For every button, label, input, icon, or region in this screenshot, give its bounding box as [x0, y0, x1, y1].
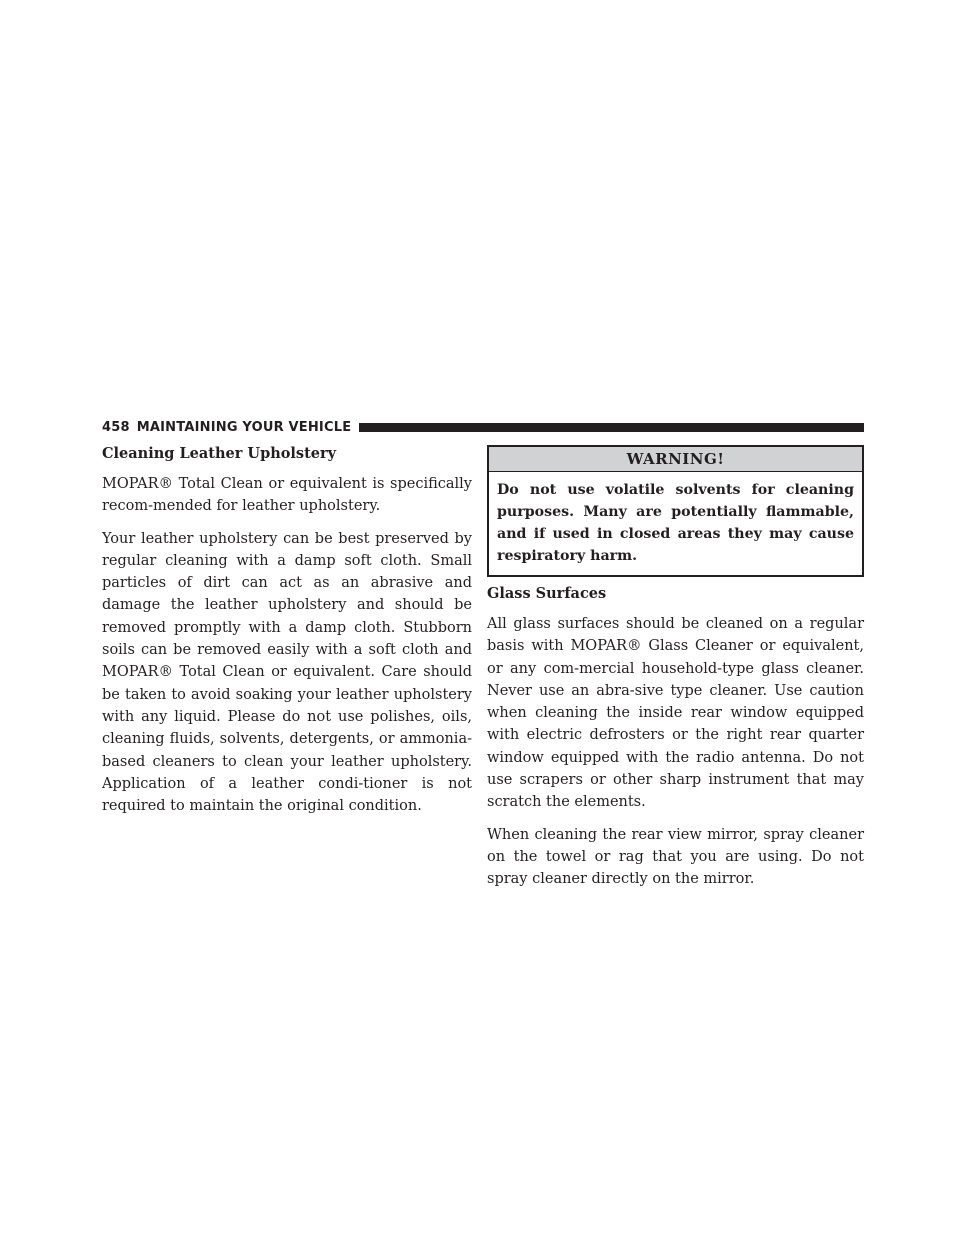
page-header: [102, 417, 864, 437]
warning-title: WARNING!: [489, 447, 862, 472]
leather-paragraph-2: Your leather upholstery can be best preserved by regular cleaning with a damp soft cloth. Small particles of dirt can act as an abrasive and damage the leather upholstery and should be removed promptly with a damp cloth. Stubborn soils can be removed easily with a soft cloth and MOPAR® Total Clean or equivalent. Care should be taken to avoid soaking your leather upholstery with any liquid. Please do not use polishes, oils, cleaning fluids, solvents, detergents, or ammonia-based cleaners to clean your leather upholstery. Application of a leather condi-tioner is not required to maintain the original condition.: [102, 530, 472, 815]
warning-body: Do not use volatile solvents for cleaning purposes. Many are potentially flammable, and if used in closed areas they may cause respiratory harm.: [497, 482, 854, 564]
right-column: [487, 443, 864, 901]
glass-paragraph-2: When cleaning the rear view mirror, spray cleaner on the towel or rag that you are using. Do not spray cleaner directly on the mirror.: [487, 826, 864, 888]
left-column: [102, 443, 472, 827]
warning-box: [487, 445, 864, 577]
leather-heading: Cleaning Leather Upholstery: [102, 445, 337, 462]
page-number: 458: [102, 419, 130, 435]
glass-heading: Glass Surfaces: [487, 585, 607, 602]
leather-paragraph-1: MOPAR® Total Clean or equivalent is specifically recom-mended for leather upholstery.: [102, 476, 472, 515]
glass-paragraph-1: All glass surfaces should be cleaned on a regular basis with MOPAR® Glass Cleaner or equivalent, or any com-mercial household-type glass cleaner. Never use an abra-sive type cleaner. Use caution when cleaning the inside rear window equipped with electric defrosters or the right rear quarter window equipped with the radio antenna. Do not use scrapers or other sharp instrument that may scratch the elements.: [487, 616, 864, 811]
header-rule: [359, 423, 864, 432]
section-title: MAINTAINING YOUR VEHICLE: [136, 419, 352, 435]
